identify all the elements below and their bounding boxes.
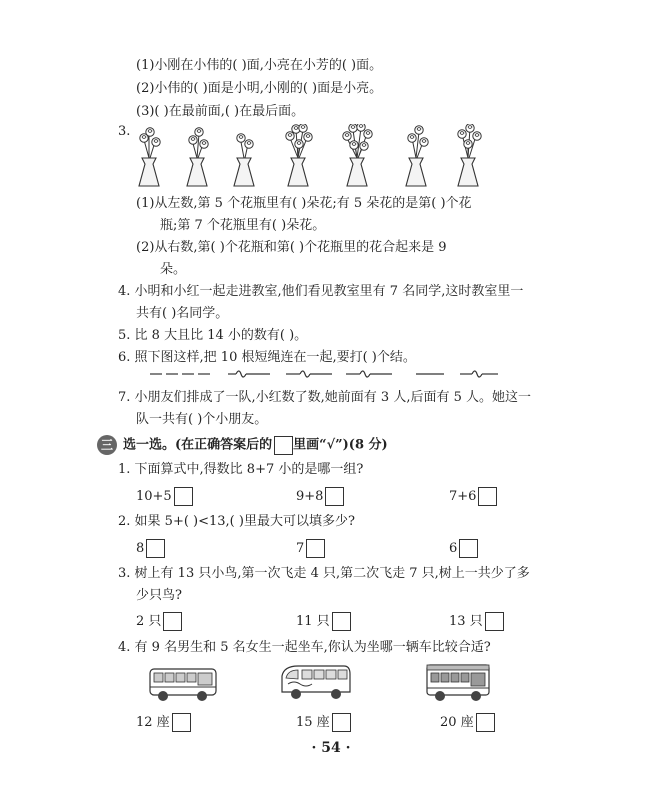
q7-line1: 7. 小朋友们排成了一队,小红数了数,她前面有 3 人,后面有 5 人。她这一 [118, 390, 532, 405]
vase-2 [187, 128, 208, 186]
answer-box[interactable] [163, 612, 182, 631]
section-number-icon: 三 [97, 435, 117, 455]
mc4-option-a: 12 座 [136, 713, 191, 732]
q5: 5. 比 8 大且比 14 小的数有( )。 [118, 328, 308, 343]
mc3-option-c: 13 只 [449, 612, 504, 631]
section3-title-tail: 里画“√”)(8 分) [293, 437, 388, 453]
q2-line3: (3)( )在最前面,( )在最后面。 [136, 104, 305, 119]
q6: 6. 照下图这样,把 10 根短绳连在一起,要打( )个结。 [118, 350, 416, 365]
q4-line2: 共有( )名同学。 [136, 306, 229, 321]
mc4-option-c: 20 座 [440, 713, 495, 732]
q3-sub2-line1: (2)从右数,第( )个花瓶和第( )个花瓶里的花合起来是 9 [136, 240, 447, 255]
answer-box[interactable] [332, 612, 351, 631]
mc3-option-a: 2 只 [136, 612, 182, 631]
mc2-option-c: 6 [449, 539, 478, 558]
rope-diagram [148, 366, 518, 382]
vase-4 [286, 124, 312, 186]
mc4-question: 4. 有 9 名男生和 5 名女生一起坐车,你认为坐哪一辆车比较合适? [118, 640, 491, 655]
q2-line1: (1)小刚在小伟的( )面,小亮在小芳的( )面。 [136, 58, 383, 73]
vase-1 [139, 128, 160, 186]
answer-box[interactable] [306, 539, 325, 558]
mc4-option-b: 15 座 [296, 713, 351, 732]
bus-15-seat-icon [278, 662, 354, 704]
answer-box[interactable] [146, 539, 165, 558]
mc3-question-line2: 少只鸟? [136, 588, 182, 603]
q3-sub1-line2: 瓶;第 7 个花瓶里有( )朵花。 [160, 218, 326, 233]
vase-7 [458, 124, 481, 186]
mc1-option-c: 7+6 [449, 487, 497, 506]
mc2-question: 2. 如果 5+( )<13,( )里最大可以填多少? [118, 514, 355, 529]
bus-20-seat-icon [424, 662, 494, 706]
section3-title: 选一选。(在正确答案后的 [123, 437, 273, 453]
mc1-question: 1. 下面算式中,得数比 8+7 小的是哪一组? [118, 462, 364, 477]
q3-number: 3. [118, 124, 131, 139]
answer-box[interactable] [332, 713, 351, 732]
q4-line1: 4. 小明和小红一起走进教室,他们看见教室里有 7 名同学,这时教室里一 [118, 284, 524, 299]
mc3-option-b: 11 只 [296, 612, 351, 631]
answer-box[interactable] [485, 612, 504, 631]
vase-5 [343, 124, 372, 186]
vase-row [125, 124, 505, 190]
answer-box[interactable] [325, 487, 344, 506]
answer-box[interactable] [172, 713, 191, 732]
mc2-option-b: 7 [296, 539, 325, 558]
vase-3 [234, 134, 254, 186]
answer-box[interactable] [476, 713, 495, 732]
mc1-option-a: 10+5 [136, 487, 193, 506]
answer-box-sample [274, 436, 293, 455]
answer-box[interactable] [459, 539, 478, 558]
q3-sub1-line1: (1)从左数,第 5 个花瓶里有( )朵花;有 5 朵花的是第( )个花 [136, 196, 472, 211]
q3-sub2-line2: 朵。 [160, 262, 187, 277]
vase-6 [406, 126, 428, 186]
q2-line2: (2)小伟的( )面是小明,小刚的( )面是小亮。 [136, 81, 383, 96]
mc3-question-line1: 3. 树上有 13 只小鸟,第一次飞走 4 只,第二次飞走 7 只,树上一共少了多 [118, 566, 530, 581]
section3-header [97, 435, 388, 455]
answer-box[interactable] [478, 487, 497, 506]
page-number: · 54 · [311, 740, 351, 756]
answer-box[interactable] [174, 487, 193, 506]
mc2-option-a: 8 [136, 539, 165, 558]
mc1-option-b: 9+8 [296, 487, 344, 506]
bus-12-seat-icon [148, 665, 220, 705]
q7-line2: 队一共有( )个小朋友。 [136, 412, 268, 427]
